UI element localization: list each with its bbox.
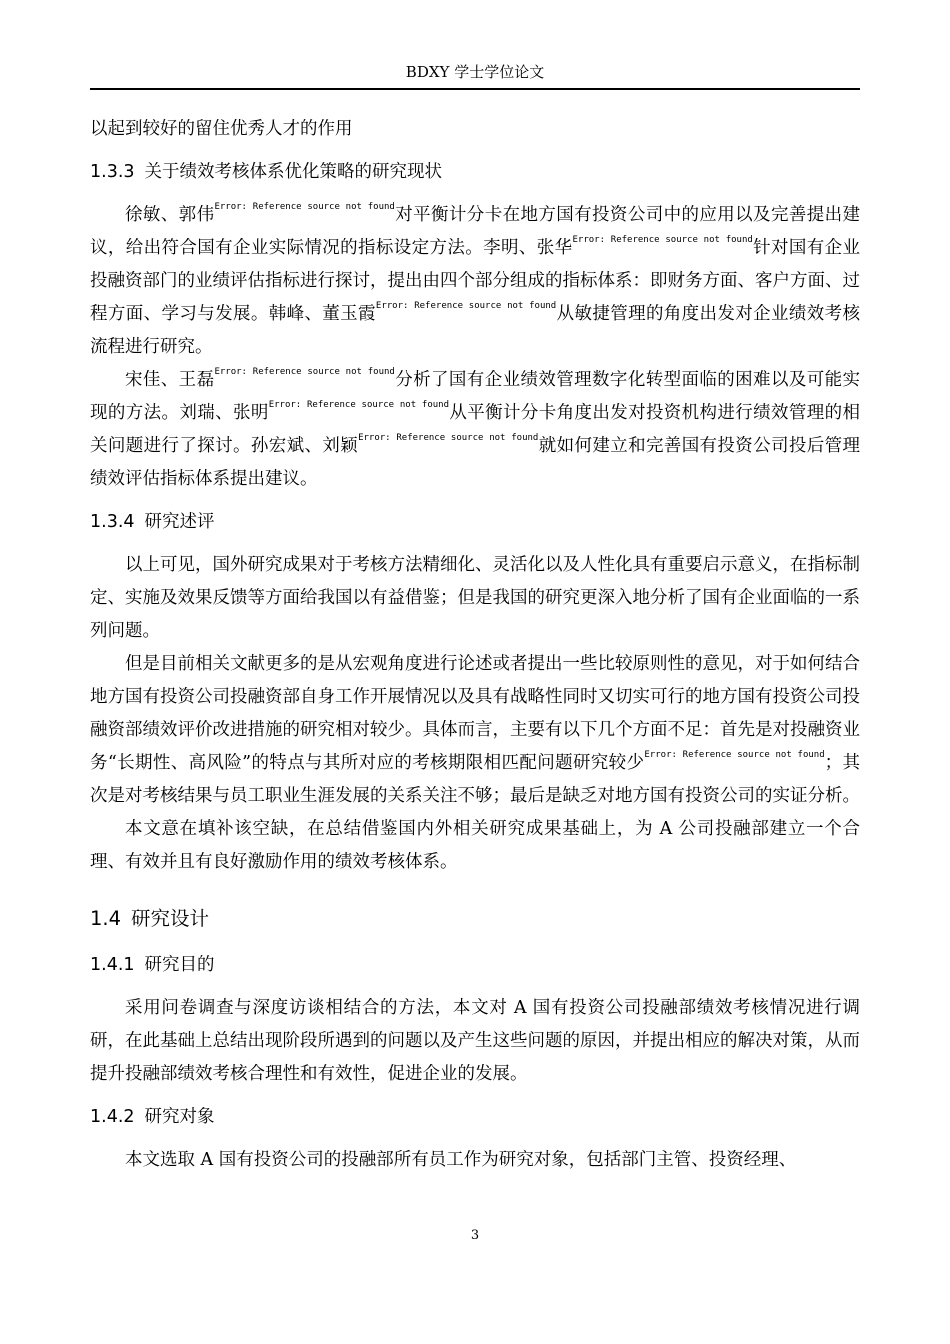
section-1-4-1-heading <box>90 949 860 982</box>
paragraph-1-3-4-3: 本文意在填补该空缺，在总结借鉴国内外相关研究成果基础上，为 A 公司投融部建立一个合理、有效并且有良好激励作用的绩效考核体系。 <box>90 819 860 872</box>
reference-error: Error: Reference source not found <box>644 750 825 760</box>
continued-paragraph: 以起到较好的留住优秀人才的作用 <box>90 119 353 139</box>
section-title: 研究目的 <box>144 955 215 975</box>
reference-error: Error: Reference source not found <box>375 301 557 311</box>
reference-error: Error: Reference source not found <box>214 202 395 212</box>
paragraph-1-4-1-1: 采用问卷调查与深度访谈相结合的方法，本文对 A 国有投资公司投融部绩效考核情况进行调研，在此基础上总结出现阶段所遇到的问题以及产生这些问题的原因，并提出相应的解决对策，从而提升投融部绩效考核合理性和有效性，促进企业的发展。 <box>90 998 860 1084</box>
paragraph-1-3-3-2: 宋佳、王磊$^{Error: Reference source not found}$分析了国有企业绩效管理数字化转型面临的困难以及可能实现的方法。刘瑞、张明$^{Error: Reference source not found}$从平衡计分卡角度出发对投资机构进行绩效管理的相关问题进行了探讨。孙宏斌、刘颖$^{Error: Reference source not found}$就如何建立和完善国有投资公司投后管理绩效评估指标体系提出建议。 <box>90 367 861 489</box>
section-number: 1.4.2 <box>90 1107 135 1127</box>
header-rule <box>90 88 860 90</box>
section-1-4-heading <box>90 901 860 937</box>
section-number: 1.4 <box>90 907 122 930</box>
section-title: 研究对象 <box>144 1107 215 1127</box>
page-number: 3 <box>470 1228 480 1243</box>
section-number: 1.3.4 <box>90 512 135 532</box>
reference-error: Error: Reference source not found <box>358 433 539 443</box>
section-title: 研究述评 <box>144 512 215 532</box>
reference-error: Error: Reference source not found <box>268 400 449 410</box>
reference-error: Error: Reference source not found <box>572 235 753 245</box>
page-header: BDXY 学士学位论文 <box>405 63 545 81</box>
section-number: 1.3.3 <box>90 162 135 182</box>
section-1-3-3-heading <box>90 156 860 189</box>
section-number: 1.4.1 <box>90 955 135 975</box>
section-1-3-4-heading <box>90 506 860 539</box>
reference-error: Error: Reference source not found <box>214 367 395 377</box>
page-content <box>90 113 860 1177</box>
paragraph-1-3-3-1: 徐敏、郭伟$^{Error: Reference source not found}$对平衡计分卡在地方国有投资公司中的应用以及完善提出建议，给出符合国有企业实际情况的指标设定方法。李明、张华$^{Error: Reference source not found}$针对国有企业投融资部门的业绩评估指标进行探讨，提出由四个部分组成的指标体系：即财务方面、客户方面、过程方面、学习与发展。韩峰、董玉霞$^{Error: Reference source not found}$从敏捷管理的角度出发对企业绩效考核流程进行研究。 <box>90 202 861 357</box>
section-title: 研究设计 <box>131 907 210 930</box>
section-1-4-2-heading <box>90 1101 860 1134</box>
paragraph-1-4-2-1: 本文选取 A 国有投资公司的投融部所有员工作为研究对象，包括部门主管、投资经理、 <box>125 1150 797 1170</box>
paragraph-1-3-4-1: 以上可见，国外研究成果对于考核方法精细化、灵活化以及人性化具有重要启示意义，在指标制定、实施及效果反馈等方面给我国以有益借鉴；但是我国的研究更深入地分析了国有企业面临的一系列问题。 <box>90 555 860 641</box>
section-title: 关于绩效考核体系优化策略的研究现状 <box>144 162 443 182</box>
paragraph-1-3-4-2: 但是目前相关文献更多的是从宏观角度进行论述或者提出一些比较原则性的意见，对于如何结合地方国有投资公司投融资部自身工作开展情况以及具有战略性同时又切实可行的地方国有投资公司投融资部绩效评价改进措施的研究相对较少。具体而言，主要有以下几个方面不足：首先是对投融资业务“长期性、高风险”的特点与其所对应的考核期限相匹配问题研究较少$^{Error: Reference source not found}$；其次是对考核结果与员工职业生涯发展的关系关注不够；最后是缺乏对地方国有投资公司的实证分析。 <box>90 654 860 806</box>
